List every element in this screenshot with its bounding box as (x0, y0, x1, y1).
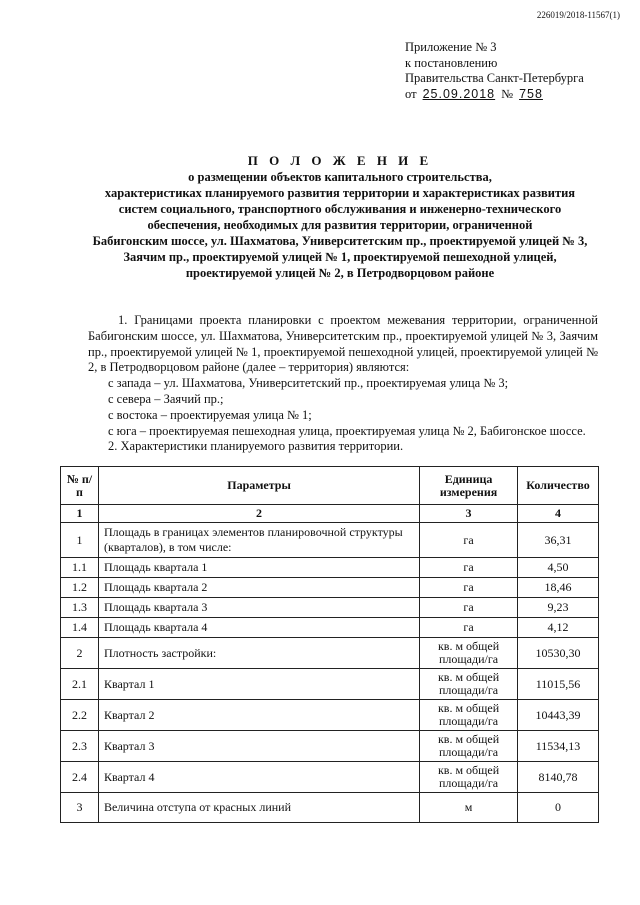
row-quantity: 10530,30 (518, 638, 599, 669)
parameters-table (60, 466, 599, 823)
row-number: 1 (61, 523, 99, 558)
appendix-line: Приложение № 3 (405, 40, 497, 54)
table-row (61, 523, 599, 558)
row-parameter: Площадь в границах элементов планировочной структуры (кварталов), в том числе: (98, 523, 419, 558)
row-parameter: Площадь квартала 4 (98, 618, 419, 638)
index-cell: 2 (98, 505, 419, 523)
title-line: проектируемой улицей № 2, в Петродворцовом районе (185, 266, 495, 280)
row-quantity: 10443,39 (518, 700, 599, 731)
row-unit: га (420, 578, 518, 598)
row-quantity: 8140,78 (518, 762, 599, 793)
date-prefix: от (405, 86, 417, 101)
row-quantity: 4,12 (518, 618, 599, 638)
index-cell: 1 (61, 505, 99, 523)
table-header-row (61, 467, 599, 505)
row-number: 1.4 (61, 618, 99, 638)
row-unit: кв. м общей площади/га (420, 731, 518, 762)
table-row (61, 700, 599, 731)
row-number: 1.2 (61, 578, 99, 598)
paragraph-2: 2. Характеристики планируемого развития территории. (108, 439, 404, 454)
row-number: 2 (61, 638, 99, 669)
row-parameter: Квартал 4 (98, 762, 419, 793)
boundary-west: с запада – ул. Шахматова, Университетский пр., проектируемая улица № 3; (108, 376, 509, 391)
header-param: Параметры (98, 467, 419, 505)
appendix-line: к постановлению (405, 55, 498, 70)
row-unit: га (420, 523, 518, 558)
decree-date: 25.09.2018 (422, 86, 496, 101)
table-row (61, 558, 599, 578)
title-line: Бабигонским шоссе, ул. Шахматова, Университетским пр., проектируемой улицей № 3, (92, 234, 588, 248)
row-number: 2.2 (61, 700, 99, 731)
appendix-date-row (405, 87, 584, 103)
table-row (61, 793, 599, 823)
row-quantity: 36,31 (518, 523, 599, 558)
document-body (88, 313, 598, 455)
index-cell: 4 (518, 505, 599, 523)
row-parameter: Квартал 1 (98, 669, 419, 700)
number-prefix: № (501, 86, 514, 101)
boundary-south: с юга – проектируемая пешеходная улица, проектируемая улица № 2, Бабигонское шоссе. (108, 423, 586, 438)
row-number: 3 (61, 793, 99, 823)
table-index-row (61, 505, 599, 523)
row-parameter: Площадь квартала 1 (98, 558, 419, 578)
row-unit: га (420, 558, 518, 578)
header-num: № п/п (61, 467, 99, 505)
title-line: Заячим пр., проектируемой улицей № 1, проектируемой пешеходной улицей, (123, 250, 557, 264)
row-quantity: 11015,56 (518, 669, 599, 700)
table-row (61, 598, 599, 618)
row-quantity: 9,23 (518, 598, 599, 618)
row-unit: га (420, 598, 518, 618)
boundary-east: с востока – проектируемая улица № 1; (108, 407, 312, 422)
table-row (61, 762, 599, 793)
table-row (61, 669, 599, 700)
row-number: 1.1 (61, 558, 99, 578)
row-quantity: 11534,13 (518, 731, 599, 762)
row-parameter: Плотность застройки: (98, 638, 419, 669)
row-number: 2.4 (61, 762, 99, 793)
table-row (61, 578, 599, 598)
row-number: 1.3 (61, 598, 99, 618)
row-parameter: Квартал 2 (98, 700, 419, 731)
row-number: 2.3 (61, 731, 99, 762)
row-quantity: 18,46 (518, 578, 599, 598)
row-unit: м (420, 793, 518, 823)
row-quantity: 0 (518, 793, 599, 823)
appendix-line: Правительства Санкт-Петербурга (405, 71, 584, 85)
table-body (61, 523, 599, 823)
row-unit: кв. м общей площади/га (420, 762, 518, 793)
title-line: систем социального, транспортного обслуживания и инженерно-технического (118, 202, 562, 216)
document-number: 226019/2018-11567(1) (536, 10, 620, 20)
title-line: характеристиках планируемого развития территории и характеристиках развития (104, 186, 576, 200)
index-cell: 3 (420, 505, 518, 523)
header-unit: Единица измерения (420, 467, 518, 505)
decree-number: 758 (519, 86, 543, 101)
row-unit: кв. м общей площади/га (420, 700, 518, 731)
title-line: о размещении объектов капитального строительства, (188, 170, 492, 184)
row-quantity: 4,50 (518, 558, 599, 578)
row-unit: га (420, 618, 518, 638)
table-row (61, 731, 599, 762)
boundary-north: с севера – Заячий пр.; (108, 391, 224, 406)
table-row (61, 618, 599, 638)
row-unit: кв. м общей площади/га (420, 669, 518, 700)
title-line: обеспечения, необходимых для развития территории, ограниченной (147, 218, 533, 232)
row-parameter: Величина отступа от красных линий (98, 793, 419, 823)
header-qty: Количество (518, 467, 599, 505)
row-parameter: Площадь квартала 3 (98, 598, 419, 618)
title-heading: П О Л О Ж Е Н И Е (247, 153, 433, 168)
table-row (61, 638, 599, 669)
row-unit: кв. м общей площади/га (420, 638, 518, 669)
paragraph-1: 1. Границами проекта планировки с проектом межевания территории, ограниченной Бабигонским шоссе, ул. Шахматова, Университетским пр., проектируемой улицей № 3, Заячим пр., проектируемой улицей № 1, проектируемой пешеходной улицей, проектируемой улицей № 2, в Петродворцовом районе (далее – территория) являются: (88, 313, 598, 375)
document-title (60, 153, 620, 281)
row-parameter: Квартал 3 (98, 731, 419, 762)
appendix-block (405, 40, 584, 102)
row-parameter: Площадь квартала 2 (98, 578, 419, 598)
row-number: 2.1 (61, 669, 99, 700)
